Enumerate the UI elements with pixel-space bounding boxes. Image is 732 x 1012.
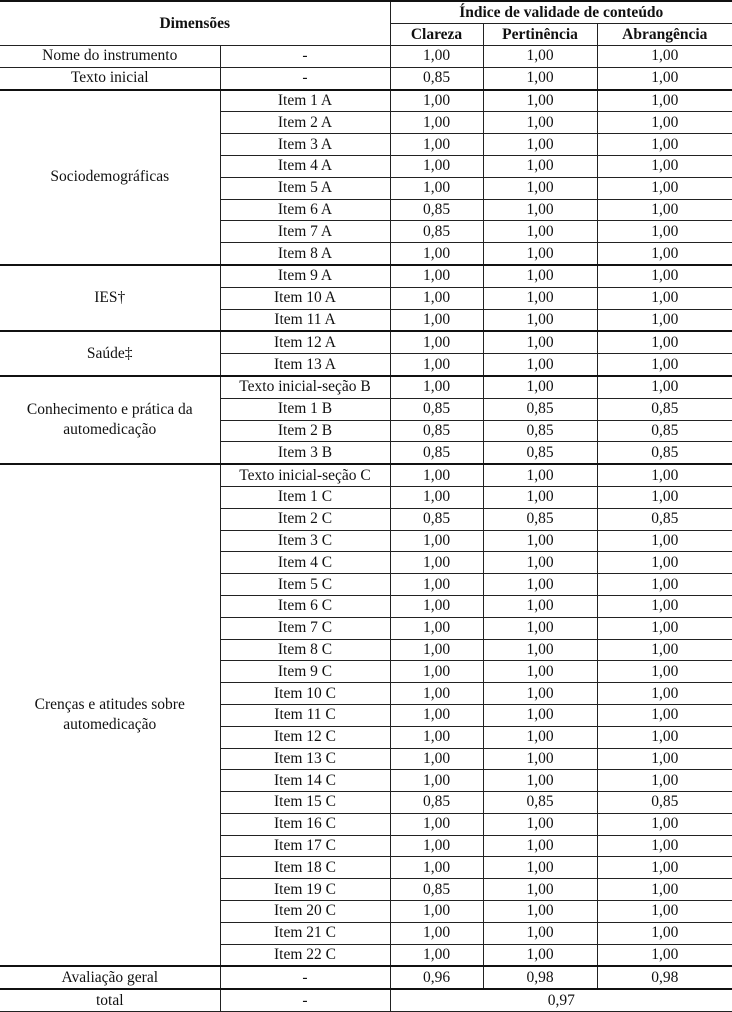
total-value: 0,97 [390,989,732,1011]
abrangencia-value: 1,00 [597,879,732,901]
abrangencia-value: 1,00 [597,901,732,923]
pertinencia-value: 1,00 [483,199,597,221]
abrangencia-value: 1,00 [597,770,732,792]
clareza-value: 1,00 [390,243,483,265]
table-row [0,376,732,398]
clareza-value: 1,00 [390,726,483,748]
table-row [0,46,732,68]
clareza-value: 1,00 [390,354,483,376]
pertinencia-value: 1,00 [483,243,597,265]
item-label: Item 3 B [220,442,390,464]
clareza-value: 1,00 [390,155,483,177]
abrangencia-value: 0,85 [597,792,732,814]
abrangencia-value: 1,00 [597,134,732,156]
abrangencia-value: 1,00 [597,287,732,309]
clareza-value: 1,00 [390,574,483,596]
table-row [0,331,732,353]
item-label: Item 12 C [220,726,390,748]
pertinencia-value: 1,00 [483,857,597,879]
abrangencia-value: 1,00 [597,617,732,639]
abrangencia-value: 1,00 [597,354,732,376]
dimension-label: Nome do instrumento [0,46,220,68]
item-label: Item 22 C [220,944,390,966]
clareza-value: 1,00 [390,704,483,726]
clareza-value: 1,00 [390,376,483,398]
pertinencia-value: 0,85 [483,398,597,420]
pertinencia-value: 1,00 [483,901,597,923]
clareza-value: 1,00 [390,90,483,112]
abrangencia-value: 1,00 [597,857,732,879]
abrangencia-value: 1,00 [597,177,732,199]
table-row [0,265,732,287]
dimension-label: IES† [0,265,220,331]
dimension-label: Avaliação geral [0,966,220,989]
pertinencia-value: 1,00 [483,287,597,309]
pertinencia-value: 1,00 [483,574,597,596]
clareza-value: 1,00 [390,134,483,156]
item-label: Item 17 C [220,835,390,857]
clareza-value: 1,00 [390,177,483,199]
dimension-label: Conhecimento e prática da automedicação [0,376,220,464]
item-label: Item 7 A [220,221,390,243]
clareza-value: 0,85 [390,792,483,814]
item-label: Item 8 A [220,243,390,265]
clareza-value: 1,00 [390,331,483,353]
clareza-value: 1,00 [390,595,483,617]
abrangencia-value: 0,85 [597,442,732,464]
pertinencia-value: 1,00 [483,704,597,726]
header-index-title: Índice de validade de conteúdo [390,1,732,24]
clareza-value: 1,00 [390,944,483,966]
clareza-value: 1,00 [390,46,483,68]
pertinencia-value: 1,00 [483,376,597,398]
item-label: Item 16 C [220,813,390,835]
pertinencia-value: 1,00 [483,922,597,944]
abrangencia-value: 1,00 [597,199,732,221]
item-label: Item 7 C [220,617,390,639]
clareza-value: 0,85 [390,879,483,901]
abrangencia-value: 1,00 [597,704,732,726]
abrangencia-value: 1,00 [597,661,732,683]
header-dimensions: Dimensões [0,1,390,46]
table-row [0,67,732,89]
item-label: Item 2 B [220,420,390,442]
item-label: Item 11 A [220,309,390,331]
table-row [0,464,732,486]
dimension-label: Saúde‡ [0,331,220,376]
pertinencia-value: 1,00 [483,595,597,617]
clareza-value: 1,00 [390,552,483,574]
pertinencia-value: 1,00 [483,90,597,112]
abrangencia-value: 0,85 [597,398,732,420]
item-label: Item 15 C [220,792,390,814]
pertinencia-value: 1,00 [483,67,597,89]
item-label: Item 20 C [220,901,390,923]
dimension-label: Sociodemográficas [0,90,220,265]
abrangencia-value: 1,00 [597,331,732,353]
clareza-value: 1,00 [390,661,483,683]
pertinencia-value: 1,00 [483,661,597,683]
clareza-value: 1,00 [390,530,483,552]
pertinencia-value: 1,00 [483,683,597,705]
pertinencia-value: 1,00 [483,46,597,68]
item-label: - [220,46,390,68]
item-label: Item 9 A [220,265,390,287]
pertinencia-value: 1,00 [483,835,597,857]
clareza-value: 1,00 [390,922,483,944]
clareza-value: 1,00 [390,748,483,770]
clareza-value: 0,85 [390,420,483,442]
dimension-label: Texto inicial [0,67,220,89]
item-label: Item 1 C [220,486,390,508]
abrangencia-value: 1,00 [597,46,732,68]
clareza-value: 0,85 [390,67,483,89]
table-row [0,90,732,112]
item-label: Item 4 C [220,552,390,574]
pertinencia-value: 0,85 [483,420,597,442]
clareza-value: 0,85 [390,398,483,420]
table-row [0,966,732,989]
item-label: Item 14 C [220,770,390,792]
item-label: Item 13 C [220,748,390,770]
abrangencia-value: 1,00 [597,552,732,574]
abrangencia-value: 1,00 [597,748,732,770]
abrangencia-value: 0,98 [597,966,732,989]
clareza-value: 1,00 [390,617,483,639]
pertinencia-value: 1,00 [483,486,597,508]
item-label: Item 21 C [220,922,390,944]
abrangencia-value: 1,00 [597,243,732,265]
abrangencia-value: 1,00 [597,683,732,705]
abrangencia-value: 1,00 [597,155,732,177]
dimension-label: Crenças e atitudes sobre automedicação [0,464,220,966]
abrangencia-value: 1,00 [597,90,732,112]
pertinencia-value: 1,00 [483,155,597,177]
pertinencia-value: 1,00 [483,530,597,552]
clareza-value: 1,00 [390,639,483,661]
abrangencia-value: 1,00 [597,813,732,835]
abrangencia-value: 1,00 [597,726,732,748]
abrangencia-value: 0,85 [597,420,732,442]
abrangencia-value: 1,00 [597,221,732,243]
abrangencia-value: 1,00 [597,922,732,944]
abrangencia-value: 1,00 [597,835,732,857]
pertinencia-value: 1,00 [483,552,597,574]
clareza-value: 1,00 [390,265,483,287]
header-clareza: Clareza [390,24,483,46]
header-abrangencia: Abrangência [597,24,732,46]
item-label: Item 19 C [220,879,390,901]
pertinencia-value: 1,00 [483,354,597,376]
abrangencia-value: 1,00 [597,486,732,508]
item-label: Item 3 C [220,530,390,552]
item-label: Texto inicial-seção B [220,376,390,398]
pertinencia-value: 1,00 [483,112,597,134]
item-label: Item 13 A [220,354,390,376]
abrangencia-value: 1,00 [597,376,732,398]
total-item: - [220,989,390,1011]
abrangencia-value: 1,00 [597,944,732,966]
clareza-value: 1,00 [390,813,483,835]
item-label: Item 18 C [220,857,390,879]
header-pertinencia: Pertinência [483,24,597,46]
clareza-value: 0,85 [390,508,483,530]
abrangencia-value: 0,85 [597,508,732,530]
abrangencia-value: 1,00 [597,309,732,331]
abrangencia-value: 1,00 [597,530,732,552]
pertinencia-value: 1,00 [483,265,597,287]
item-label: Item 5 C [220,574,390,596]
clareza-value: 1,00 [390,486,483,508]
pertinencia-value: 0,85 [483,508,597,530]
clareza-value: 1,00 [390,309,483,331]
total-row [0,989,732,1011]
clareza-value: 1,00 [390,683,483,705]
item-label: Item 11 C [220,704,390,726]
clareza-value: 1,00 [390,287,483,309]
item-label: Item 2 C [220,508,390,530]
clareza-value: 0,85 [390,442,483,464]
pertinencia-value: 1,00 [483,617,597,639]
pertinencia-value: 1,00 [483,309,597,331]
clareza-value: 1,00 [390,464,483,486]
pertinencia-value: 1,00 [483,331,597,353]
clareza-value: 1,00 [390,835,483,857]
item-label: Item 10 C [220,683,390,705]
item-label: Item 1 B [220,398,390,420]
pertinencia-value: 0,98 [483,966,597,989]
clareza-value: 1,00 [390,770,483,792]
item-label: - [220,966,390,989]
pertinencia-value: 1,00 [483,770,597,792]
clareza-value: 0,96 [390,966,483,989]
item-label: Item 9 C [220,661,390,683]
pertinencia-value: 1,00 [483,177,597,199]
item-label: Item 2 A [220,112,390,134]
clareza-value: 0,85 [390,199,483,221]
table-body [0,46,732,1012]
item-label: Item 6 C [220,595,390,617]
item-label: Texto inicial-seção C [220,464,390,486]
abrangencia-value: 1,00 [597,265,732,287]
total-label: total [0,989,220,1011]
pertinencia-value: 0,85 [483,442,597,464]
pertinencia-value: 1,00 [483,639,597,661]
pertinencia-value: 1,00 [483,748,597,770]
item-label: Item 6 A [220,199,390,221]
abrangencia-value: 1,00 [597,639,732,661]
abrangencia-value: 1,00 [597,595,732,617]
item-label: - [220,67,390,89]
pertinencia-value: 1,00 [483,134,597,156]
abrangencia-value: 1,00 [597,67,732,89]
item-label: Item 1 A [220,90,390,112]
item-label: Item 12 A [220,331,390,353]
clareza-value: 0,85 [390,221,483,243]
item-label: Item 5 A [220,177,390,199]
pertinencia-value: 1,00 [483,944,597,966]
item-label: Item 8 C [220,639,390,661]
pertinencia-value: 1,00 [483,726,597,748]
pertinencia-value: 1,00 [483,221,597,243]
abrangencia-value: 1,00 [597,464,732,486]
clareza-value: 1,00 [390,112,483,134]
abrangencia-value: 1,00 [597,574,732,596]
pertinencia-value: 0,85 [483,792,597,814]
clareza-value: 1,00 [390,857,483,879]
clareza-value: 1,00 [390,901,483,923]
item-label: Item 4 A [220,155,390,177]
item-label: Item 10 A [220,287,390,309]
pertinencia-value: 1,00 [483,879,597,901]
abrangencia-value: 1,00 [597,112,732,134]
pertinencia-value: 1,00 [483,464,597,486]
item-label: Item 3 A [220,134,390,156]
pertinencia-value: 1,00 [483,813,597,835]
